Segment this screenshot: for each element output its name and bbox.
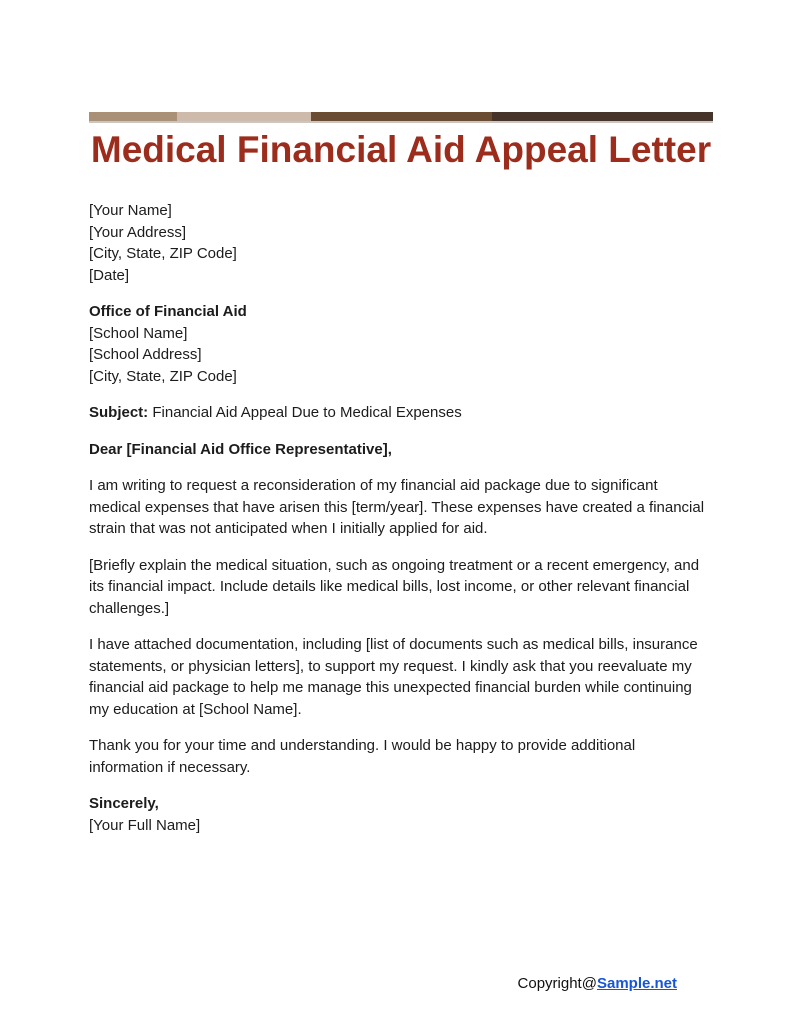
subject-label: Subject: [89, 404, 149, 421]
sender-address-line: [Your Address] [89, 223, 187, 241]
paragraph-thanks: Thank you for your time and understanding. I would be happy to provide additional information if necessary. [89, 737, 636, 776]
subject-text: Financial Aid Appeal Due to Medical Expenses [152, 404, 462, 421]
recipient-school-address-line: [School Address] [89, 346, 202, 363]
header-bar-segment-1 [89, 112, 177, 121]
recipient-office-line: Office of Financial Aid [89, 303, 247, 320]
signoff-line: Sincerely, [89, 795, 159, 812]
letter-body [89, 200, 713, 836]
recipient-city-line: [City, State, ZIP Code] [89, 367, 237, 385]
letter-document [89, 112, 713, 851]
decorative-header-bar [89, 112, 713, 123]
header-bar-segment-3 [311, 112, 491, 121]
signature-name-line: [Your Full Name] [89, 816, 201, 834]
header-bar-segment-4 [492, 112, 713, 121]
paragraph-documentation: I have attached documentation, including [list of documents such as medical bills, insurance statements, or physician letters], to support my request. I kindly ask that you reevaluate my financial aid package to help me manage this unexpected financial burden while continuing my education at [School Name]. [89, 636, 698, 718]
recipient-school-name-line: [School Name] [89, 324, 188, 342]
paragraph-medical-situation: [Briefly explain the medical situation, such as ongoing treatment or a recent emergency, and its financial impact. Include details like medical bills, lost income, or other relevant financial challenges.] [89, 556, 700, 617]
copyright-text: Copyright@ [517, 975, 597, 992]
closing-block [89, 793, 713, 836]
recipient-address-block [89, 301, 713, 387]
document-title: Medical Financial Aid Appeal Letter [90, 129, 712, 170]
salutation-line: Dear [Financial Aid Office Representative], [89, 440, 392, 458]
sample-net-link[interactable]: Sample.net [596, 975, 677, 992]
page-footer [518, 974, 677, 994]
sender-address-block [89, 200, 713, 286]
paragraph-intro: I am writing to request a reconsideration of my financial aid package due to significant medical expenses that have arisen this [term/year]. These expenses have created a financial strain that was not anticipated when I initially applied for aid. [89, 477, 705, 537]
sender-city-line: [City, State, ZIP Code] [89, 245, 237, 262]
date-line: [Date] [89, 266, 130, 284]
sender-name-line: [Your Name] [89, 202, 172, 219]
subject-line [89, 402, 713, 424]
header-bar-segment-2 [177, 112, 311, 121]
